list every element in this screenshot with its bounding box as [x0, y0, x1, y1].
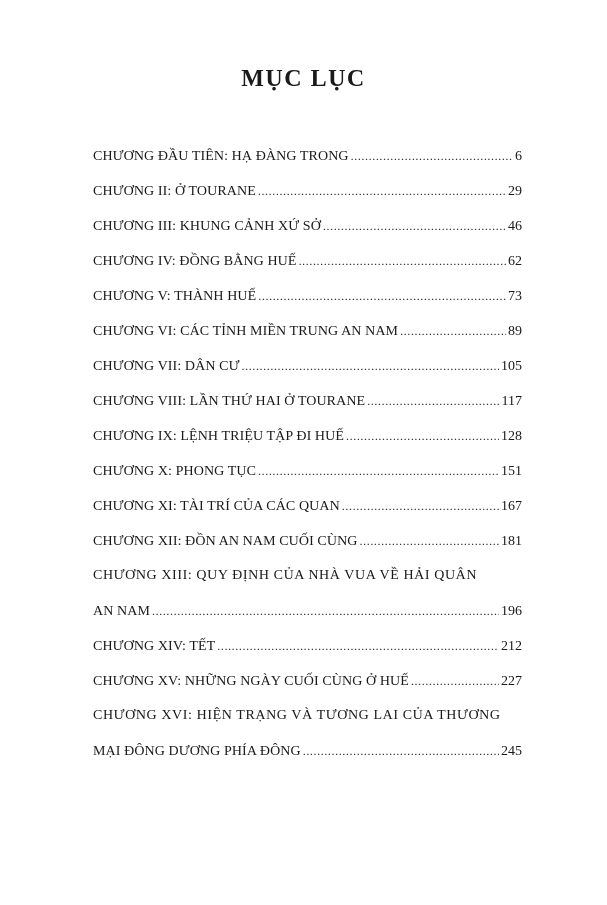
toc-entry-page: 128: [501, 429, 522, 444]
toc-entry-label: CHƯƠNG VIII: LẦN THỨ HAI Ở TOURANE: [93, 394, 366, 409]
toc-entry-label: CHƯƠNG ĐẦU TIÊN: HẠ ĐÀNG TRONG: [93, 149, 349, 164]
leader-dots: [360, 529, 499, 553]
toc-entry-label: CHƯƠNG XIV: TẾT: [93, 639, 216, 654]
leader-dots: [346, 424, 499, 448]
toc-entry-page: 245: [501, 744, 522, 759]
toc-entry-page: 29: [508, 184, 522, 199]
leader-dots: [299, 249, 506, 273]
toc-entry-16-line2[interactable]: [93, 739, 522, 763]
toc-entry-9[interactable]: [93, 424, 522, 448]
toc-entry-10[interactable]: [93, 459, 522, 483]
toc-entry-page: 6: [515, 149, 522, 164]
toc-entry-page: 181: [501, 534, 522, 549]
leader-dots: [411, 669, 499, 693]
toc-entry-page: 46: [508, 219, 522, 234]
toc-entry-label: CHƯƠNG IV: ĐỒNG BẰNG HUẾ: [93, 254, 297, 269]
toc-entry-label: CHƯƠNG III: KHUNG CẢNH XỨ SỞ: [93, 219, 321, 234]
toc-entry-6[interactable]: [93, 319, 522, 343]
toc-entry-page: 117: [501, 394, 522, 409]
toc-entry-label: CHƯƠNG XII: ĐỒN AN NAM CUỐI CÙNG: [93, 534, 358, 549]
toc-entry-14[interactable]: [93, 634, 522, 658]
leader-dots: [367, 389, 499, 413]
toc-entry-label-cont: MẠI ĐÔNG DƯƠNG PHÍA ĐÔNG: [93, 744, 301, 759]
toc-entry-label: CHƯƠNG IX: LỆNH TRIỆU TẬP ĐI HUẾ: [93, 429, 345, 444]
leader-dots: [400, 319, 506, 343]
toc-entry-label: CHƯƠNG XIII: QUY ĐỊNH CỦA NHÀ VUA VỀ HẢI QUÂN: [93, 568, 478, 583]
toc-entry-page: 73: [508, 289, 522, 304]
toc-entry-4[interactable]: [93, 249, 522, 273]
toc-entry-label: CHƯƠNG II: Ở TOURANE: [93, 184, 256, 199]
toc-entry-3[interactable]: [93, 214, 522, 238]
toc-entry-13-line2[interactable]: [93, 599, 522, 623]
leader-dots: [342, 494, 499, 518]
leader-dots: [152, 599, 499, 623]
toc-entry-page: 167: [501, 499, 522, 514]
toc-entry-label: CHƯƠNG VI: CÁC TỈNH MIỀN TRUNG AN NAM: [93, 324, 399, 339]
toc-entry-1[interactable]: [93, 144, 522, 168]
toc-entry-page: 212: [501, 639, 522, 654]
toc-entry-page: 151: [501, 464, 522, 479]
toc-entry-15[interactable]: [93, 669, 522, 693]
toc-entry-5[interactable]: [93, 284, 522, 308]
leader-dots: [323, 214, 506, 238]
toc-entry-2[interactable]: [93, 179, 522, 203]
toc-entry-11[interactable]: [93, 494, 522, 518]
toc-entry-8[interactable]: [93, 389, 522, 413]
toc-entry-label: CHƯƠNG XV: NHỮNG NGÀY CUỐI CÙNG Ở HUẾ: [93, 674, 409, 689]
leader-dots: [258, 179, 506, 203]
toc-entry-label: CHƯƠNG XVI: HIỆN TRẠNG VÀ TƯƠNG LAI CỦA THƯƠNG: [93, 708, 501, 723]
toc-entry-page: 227: [501, 674, 522, 689]
toc-entry-page: 196: [501, 604, 522, 619]
leader-dots: [217, 634, 499, 658]
toc-entry-label: CHƯƠNG XI: TÀI TRÍ CỦA CÁC QUAN: [93, 499, 340, 514]
leader-dots: [258, 459, 499, 483]
toc-entry-16-line1[interactable]: [93, 704, 522, 728]
toc-entry-13-line1[interactable]: [93, 564, 522, 588]
leader-dots: [303, 739, 499, 763]
toc-entry-label: CHƯƠNG V: THÀNH HUẾ: [93, 289, 257, 304]
toc-entry-7[interactable]: [93, 354, 522, 378]
leader-dots: [258, 284, 506, 308]
page-title: MỤC LỤC: [241, 66, 366, 92]
leader-dots: [242, 354, 499, 378]
toc-entry-page: 105: [501, 359, 522, 374]
toc-entry-page: 89: [508, 324, 522, 339]
leader-dots: [351, 144, 513, 168]
toc-entry-label: CHƯƠNG X: PHONG TỤC: [93, 464, 257, 479]
toc-entry-12[interactable]: [93, 529, 522, 553]
toc-entry-label-cont: AN NAM: [93, 604, 150, 619]
toc-entry-page: 62: [508, 254, 522, 269]
toc-entry-label: CHƯƠNG VII: DÂN CƯ: [93, 359, 240, 374]
